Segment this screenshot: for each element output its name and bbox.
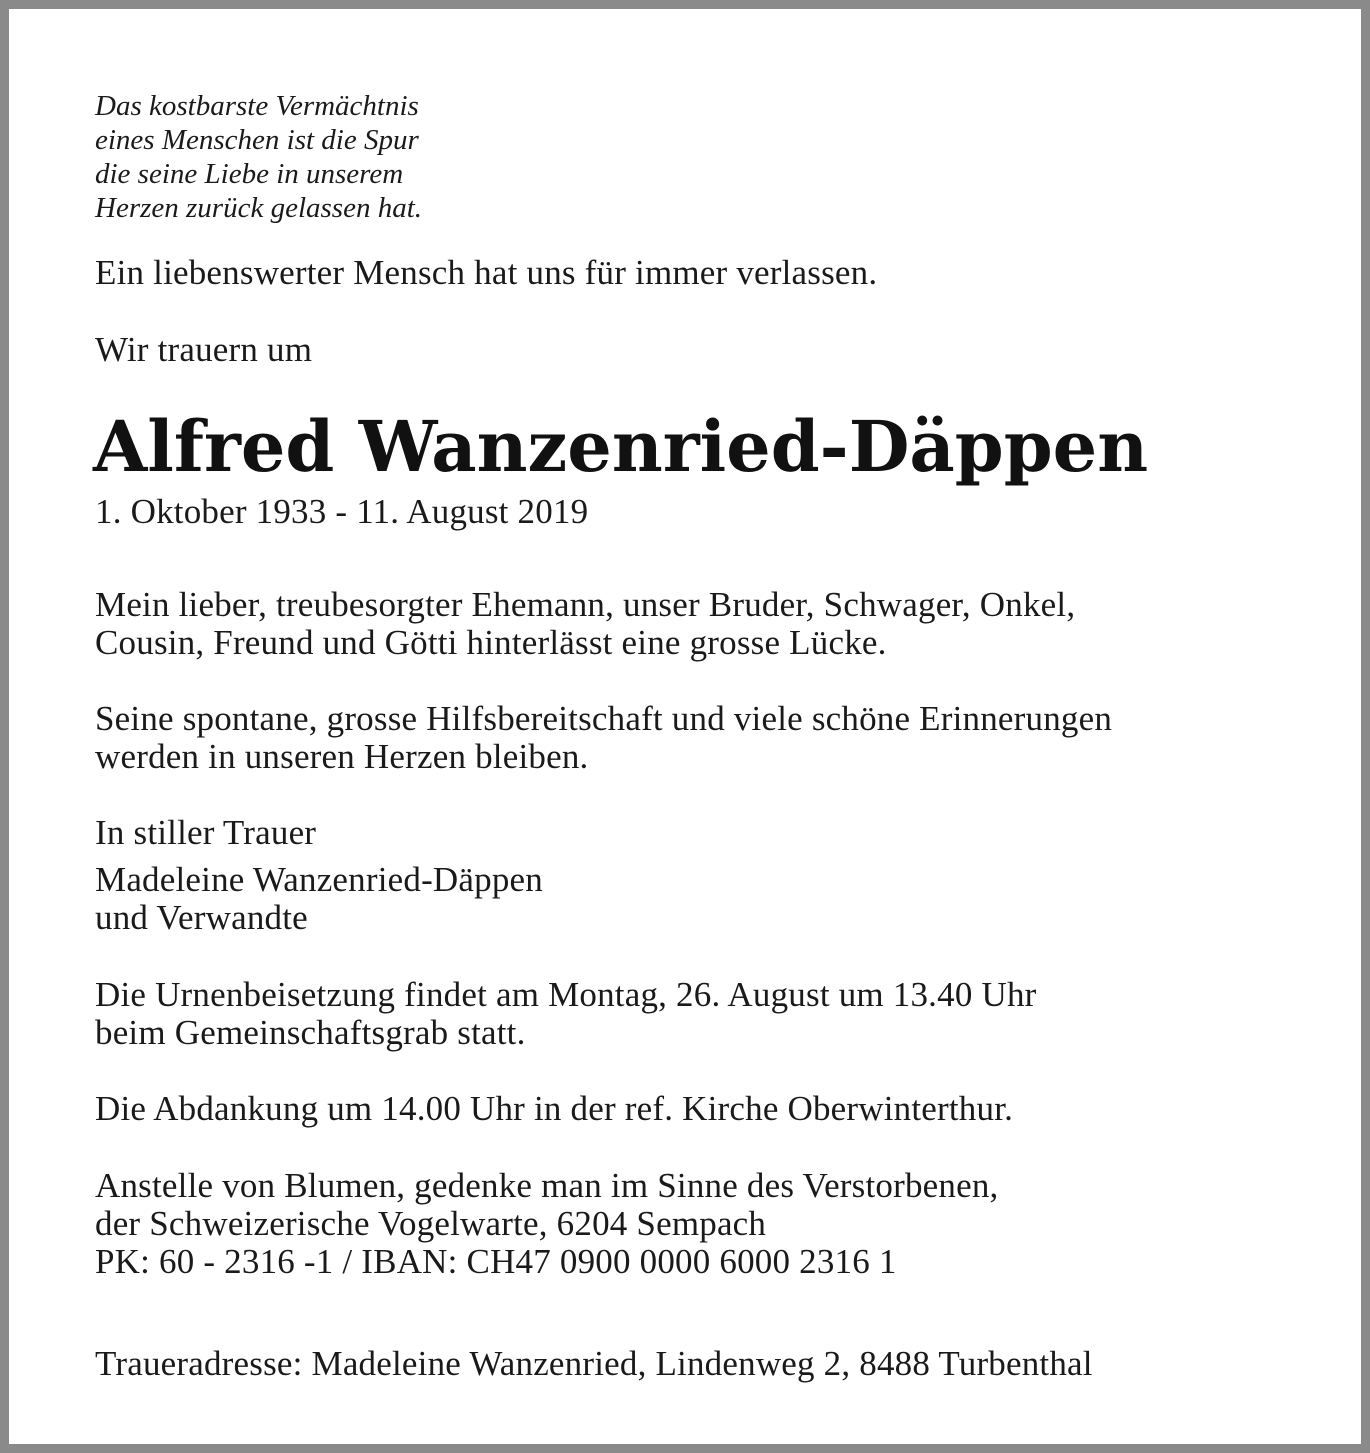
motto-line: eines Menschen ist die Spur (95, 124, 419, 156)
mourn-line: Wir trauern um (95, 330, 313, 369)
mourning-address: Traueradresse: Madeleine Wanzenried, Lindenweg 2, 8488 Turbenthal (95, 1344, 1093, 1383)
paragraph-line: Cousin, Freund und Götti hinterlässt eine grosse Lücke. (95, 623, 887, 662)
signature-names (95, 861, 1345, 937)
motto-line: Herzen zurück gelassen hat. (95, 192, 423, 224)
signature-heading: In stiller Trauer (95, 813, 317, 852)
service-notice: Die Abdankung um 14.00 Uhr in der ref. Kirche Oberwinterthur. (95, 1089, 1014, 1128)
burial-notice (95, 976, 1345, 1052)
motto-quote (95, 89, 695, 225)
motto-line: die seine Liebe in unserem (95, 158, 404, 190)
motto-line: Das kostbarste Vermächtnis (95, 90, 419, 122)
signature-name: Madeleine Wanzenried-Däppen (95, 860, 543, 899)
tribute-paragraph (95, 586, 1345, 662)
donation-line: PK: 60 - 2316 -1 / IBAN: CH47 0900 0000 6000 2316 1 (95, 1242, 897, 1281)
life-dates: 1. Oktober 1933 - 11. August 2019 (95, 492, 589, 531)
obituary-page (9, 9, 1361, 1444)
memory-paragraph (95, 700, 1345, 776)
donation-line: der Schweizerische Vogelwarte, 6204 Sempach (95, 1204, 767, 1243)
paragraph-line: werden in unseren Herzen bleiben. (95, 737, 589, 776)
donation-notice (95, 1167, 1345, 1281)
deceased-name: Alfred Wanzenried-Däppen (93, 405, 1149, 488)
intro-text: Ein liebenswerter Mensch hat uns für immer verlassen. (95, 253, 878, 292)
paragraph-line: Seine spontane, grosse Hilfsbereitschaft und viele schöne Erinnerungen (95, 699, 1113, 738)
signature-name: und Verwandte (95, 898, 308, 937)
paragraph-line: Mein lieber, treubesorgter Ehemann, unser Bruder, Schwager, Onkel, (95, 585, 1076, 624)
donation-line: Anstelle von Blumen, gedenke man im Sinne des Verstorbenen, (95, 1166, 999, 1205)
notice-line: beim Gemeinschaftsgrab statt. (95, 1013, 526, 1052)
notice-line: Die Urnenbeisetzung findet am Montag, 26. August um 13.40 Uhr (95, 975, 1037, 1014)
